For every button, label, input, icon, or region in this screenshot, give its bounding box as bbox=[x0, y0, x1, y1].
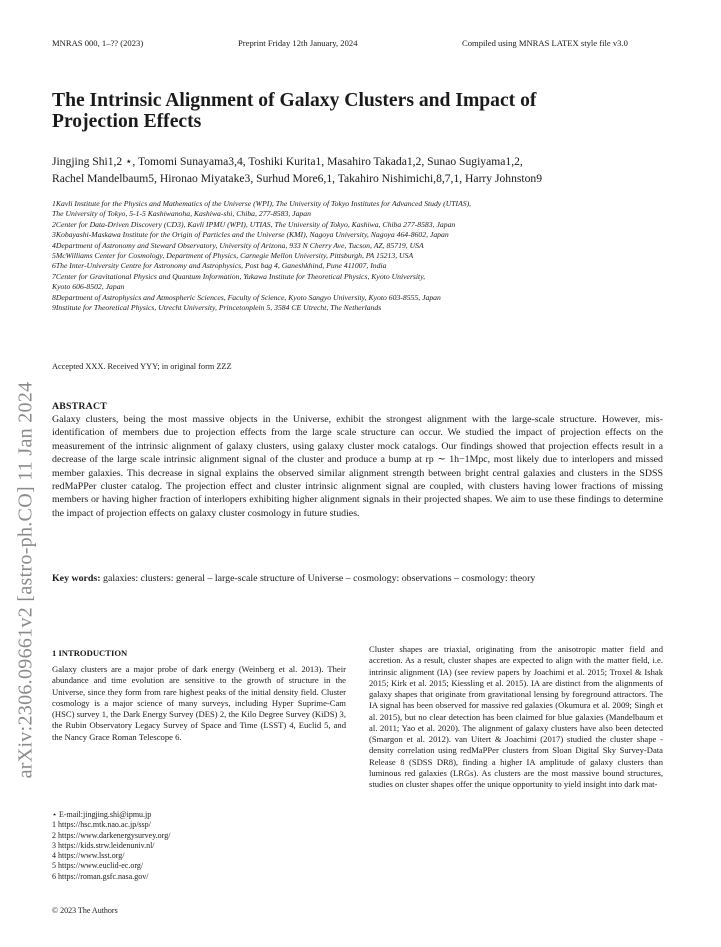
acceptance-note: Accepted XXX. Received YYY; in original form ZZZ bbox=[52, 362, 232, 371]
affiliation-line: 5McWilliams Center for Cosmology, Department of Physics, Carnegie Mellon University, Pittsburgh, PA 15213, USA bbox=[52, 251, 414, 261]
footnote-link[interactable]: 1 https://hsc.mtk.nao.ac.jp/ssp/ bbox=[52, 820, 151, 830]
arxiv-stamp bbox=[14, 300, 38, 860]
running-header-center: Preprint Friday 12th January, 2024 bbox=[238, 38, 358, 48]
title-line-1: The Intrinsic Alignment of Galaxy Clusters and Impact of bbox=[52, 90, 537, 111]
author-list bbox=[52, 153, 692, 187]
affiliation-line: 8Department of Astrophysics and Atmospheric Sciences, Faculty of Science, Kyoto Sangyo University, Kyoto 603-8555, Japan bbox=[52, 292, 441, 302]
affiliation-line: 9Institute for Theoretical Physics, Utrecht University, Princetonplein 5, 3584 CE Utrecht, The Netherlands bbox=[52, 303, 382, 313]
authors-line-1: Jingjing Shi1,2 ⋆, Tomomi Sunayama3,4, Toshiki Kurita1, Masahiro Takada1,2, Sunao Sugiyama1,2, bbox=[52, 155, 523, 168]
footnote-link[interactable]: 2 https://www.darkenergysurvey.org/ bbox=[52, 830, 171, 840]
intro-column-left: Galaxy clusters are a major probe of dark energy (Weinberg et al. 2013). Their abundance and time evolution are sensitive to the growth of structure in the Universe, since they form from rare highest peaks of the initial density field. Cluster cosmology is a major science of many surveys, including Hyper Suprime-Cam (HSC) survey 1, the Dark Energy Survey (DES) 2, the Kilo Degree Survey (KiDS) 3, the Rubin Observatory Legacy Survey of Space and Time (LSST) 4, Euclid 5, and the Nancy Grace Roman Telescope 6. bbox=[52, 664, 346, 742]
footnote-email[interactable]: ⋆ E-mail:jingjing.shi@ipmu.jp bbox=[52, 810, 152, 819]
footnote-link[interactable]: 3 https://kids.strw.leidenuniv.nl/ bbox=[52, 840, 155, 850]
affiliation-line: 1Kavli Institute for the Physics and Mathematics of the Universe (WPI), The University of Tokyo Institutes for Advanced Study (UTIAS), bbox=[52, 199, 472, 208]
keywords-label: Key words: bbox=[52, 573, 101, 584]
affiliation-line: Kyoto 606-8502, Japan bbox=[52, 282, 125, 292]
footnote-link[interactable]: 4 https://www.lsst.org/ bbox=[52, 851, 125, 861]
affiliation-line: 2Center for Data-Driven Discovery (CD3), Kavli IPMU (WPI), UTIAS, The University of Tokyo, Kashiwa, Chiba 277-8583, Japan bbox=[52, 219, 456, 229]
affiliation-line: 4Department of Astronomy and Steward Observatory, University of Arizona, 933 N Cherry Ave, Tucson, AZ, 85719, USA bbox=[52, 240, 424, 250]
authors-line-2: Rachel Mandelbaum5, Hironao Miyatake3, Surhud More6,1, Takahiro Nishimichi,8,7,1, Harry Johnston9 bbox=[52, 172, 543, 185]
section-heading-introduction: 1 INTRODUCTION bbox=[52, 648, 128, 658]
footnotes bbox=[52, 810, 346, 882]
affiliation-line: The University of Tokyo, 5-1-5 Kashiwanoha, Kashiwa-shi, Chiba, 277-8583, Japan bbox=[52, 209, 311, 219]
title-line-2: Projection Effects bbox=[52, 111, 202, 132]
footnote-link[interactable]: 6 https://roman.gsfc.nasa.gov/ bbox=[52, 871, 149, 881]
affiliation-line: 3Kobayashi-Maskawa Institute for the Origin of Particles and the Universe (KMI), Nagoya University, Nagoya 464-8602, Japan bbox=[52, 230, 449, 240]
running-header-left: MNRAS 000, 1–?? (2023) bbox=[52, 38, 144, 48]
paper-title bbox=[52, 90, 672, 132]
arxiv-stamp-text: arXiv:2306.09661v2 [astro-ph.CO] 11 Jan 2024 bbox=[14, 381, 37, 779]
abstract-text: Galaxy clusters, being the most massive objects in the Universe, exhibit the strongest alignment with the large-scale structure. However, mis-identification of members due to projection effects from the large scale structure can occur. We studied the impact of projection effects on the measurement of the intrinsic alignment of galaxy clusters, using galaxy cluster mock catalogs. Our findings showed that projection effects result in a decrease of the large scale intrinsic alignment signal of the cluster and produce a bump at rp ∼ 1h−1Mpc, most likely due to interlopers and missed member galaxies. This decrease in signal explains the observed similar alignment strength between bright central galaxies and clusters in the SDSS redMaPPer cluster catalog. The projection effect and cluster intrinsic alignment signal are coupled, with clusters having lower fractions of missing members or having higher fraction of interlopers exhibiting higher alignment signals in their projected shapes. We aim to use these findings to determine the impact of projection effects on galaxy cluster cosmology in future studies. bbox=[52, 414, 663, 519]
affiliations bbox=[52, 199, 692, 313]
abstract-heading: ABSTRACT bbox=[52, 401, 107, 412]
footnote-link[interactable]: 5 https://www.euclid-ec.org/ bbox=[52, 861, 144, 871]
keywords-text: galaxies: clusters: general – large-scale structure of Universe – cosmology: observations – cosmology: theory bbox=[103, 573, 536, 584]
copyright-notice: © 2023 The Authors bbox=[52, 906, 118, 915]
running-header-right: Compiled using MNRAS LATEX style file v3.0 bbox=[462, 38, 628, 48]
affiliation-line: 7Center for Gravitational Physics and Quantum Information, Yukawa Institute for Theoretical Physics, Kyoto University, bbox=[52, 271, 426, 281]
intro-column-right: Cluster shapes are triaxial, originating from the anisotropic matter field and accretion. As a result, cluster shapes are expected to align with the matter field, i.e. intrinsic alignment (IA) (see review papers by Joachimi et al. 2015; Troxel & Ishak 2015; Kirk et al. 2015; Kiessling et al. 2015). IA are distinct from the alignments of galaxy shapes that originate from gravitational lensing by foreground attractors. The IA signal has been observed for massive red galaxies (Okumura et al. 2009; Singh et al. 2015), but no clear detection has been claimed for blue galaxies (Mandelbaum et al. 2011; Yao et al. 2020). The alignment of galaxy clusters have also been detected (Smargon et al. 2012). van Uitert & Joachimi (2017) studied the cluster shape - density correlation using redMaPPer clusters from Sloan Digital Sky Survey-Data Release 8 (SDSS DR8), finding a higher IA amplitude of galaxy clusters than luminous red galaxies (LRGs). As clusters are the most massive bound structures, studies on cluster shapes offer the unique opportunity to yield insight into dark mat- bbox=[369, 644, 663, 789]
keywords bbox=[52, 572, 663, 585]
affiliation-line: 6The Inter-University Centre for Astronomy and Astrophysics, Post bag 4, Ganeshkhind, Pune 411007, India bbox=[52, 261, 387, 271]
